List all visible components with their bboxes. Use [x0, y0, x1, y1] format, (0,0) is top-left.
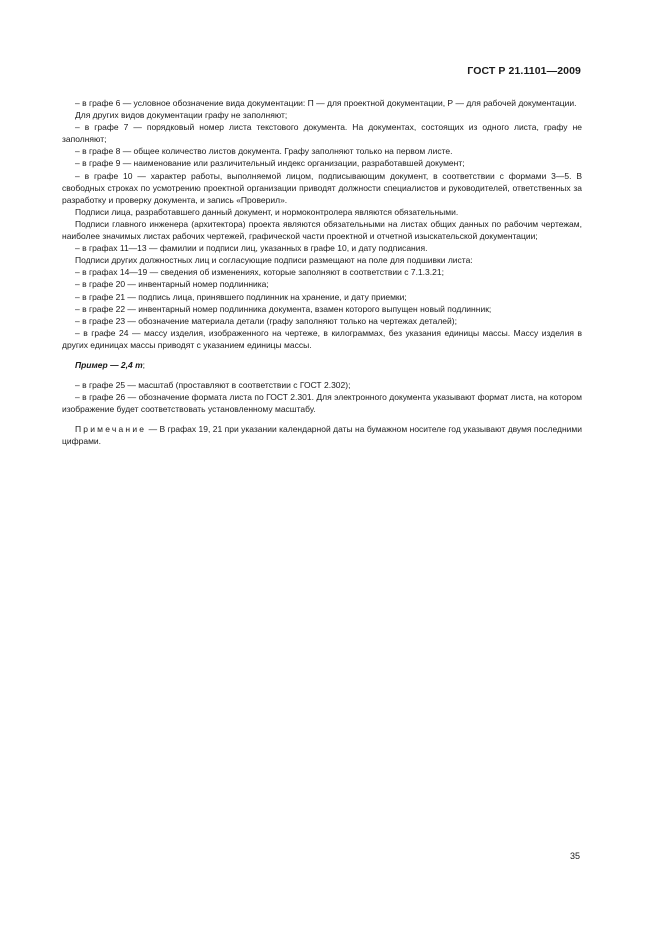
paragraph: – в графе 24 — массу изделия, изображенного на чертеже, в килограммах, без указания единицы массы. Массу изделия в других единицах массы приводят с указанием единицы массы.	[62, 327, 582, 350]
page-number: 35	[570, 851, 581, 861]
example-suffix: ;	[142, 359, 146, 370]
paragraph: – в графе 23 — обозначение материала детали (графу заполняют только на чертежах деталей);	[75, 315, 457, 326]
paragraph: – в графе 8 — общее количество листов документа. Графу заполняют только на первом листе.	[75, 146, 453, 157]
paragraph: – в графе 7 — порядковый номер листа текстового документа. На документах, состоящих из одного листа, графу не заполняют;	[62, 122, 582, 145]
paragraph: Подписи главного инженера (архитектора) проекта являются обязательными на листах общих данных по рабочим чертежам, наиболее значимых листах рабочих чертежей, графической части проектной и отчетной изыскательской документации;	[62, 218, 582, 242]
paragraph: – в графе 26 — обозначение формата листа по ГОСТ 2.301. Для электронного документа указывают формат листа, на котором изображение будет соответствовать установленному масштабу.	[62, 392, 582, 415]
paragraph: – в графах 11—13 — фамилии и подписи лиц, указанных в графе 10, и дату подписания.	[75, 243, 428, 254]
paragraph: – в графе 25 — масштаб (проставляют в соответствии с ГОСТ 2.302);	[75, 380, 351, 391]
example-label: Пример — 2,4 т	[75, 359, 143, 370]
paragraph: – в графе 22 — инвентарный номер подлинника документа, взамен которого выпущен новый подлинник;	[75, 303, 492, 314]
paragraph: Подписи других должностных лиц и согласующие подписи размещают на поле для подшивки листа:	[75, 255, 473, 266]
paragraph: – в графах 14—19 — сведения об изменениях, которые заполняют в соответствии с 7.1.3.21;	[75, 267, 444, 278]
paragraph: – в графе 10 — характер работы, выполняемой лицом, подписывающим документ, в соответствии с формами 3—5. В свободных строках по усмотрению проектной организации приводят должности специалистов и руководителей, ответственных за разработку и проверку документа, и запись «Проверил».	[62, 170, 582, 205]
paragraph: – в графе 6 — условное обозначение вида документации: П — для проектной документации, Р — для рабочей документации.	[75, 98, 577, 108]
paragraph: Для других видов документации графу не заполняют;	[75, 110, 288, 121]
note-label: Примечание	[75, 424, 147, 435]
example-line	[62, 359, 582, 371]
paragraph: – в графе 9 — наименование или различительный индекс организации, разработавшей документ;	[75, 158, 465, 169]
note-text: — В графах 19, 21 при указании календарной даты на бумажном носителе год указывают двумя последними цифрами.	[62, 424, 582, 447]
document-body	[62, 97, 582, 448]
note	[62, 423, 582, 447]
paragraph: – в графе 20 — инвентарный номер подлинника;	[75, 279, 269, 290]
standard-designation: ГОСТ Р 21.1101—2009	[467, 65, 581, 77]
paragraph: Подписи лица, разработавшего данный документ, и нормоконтролера являются обязательными.	[75, 206, 459, 217]
paragraph: – в графе 21 — подпись лица, принявшего подлинник на хранение, и дату приемки;	[75, 291, 407, 302]
